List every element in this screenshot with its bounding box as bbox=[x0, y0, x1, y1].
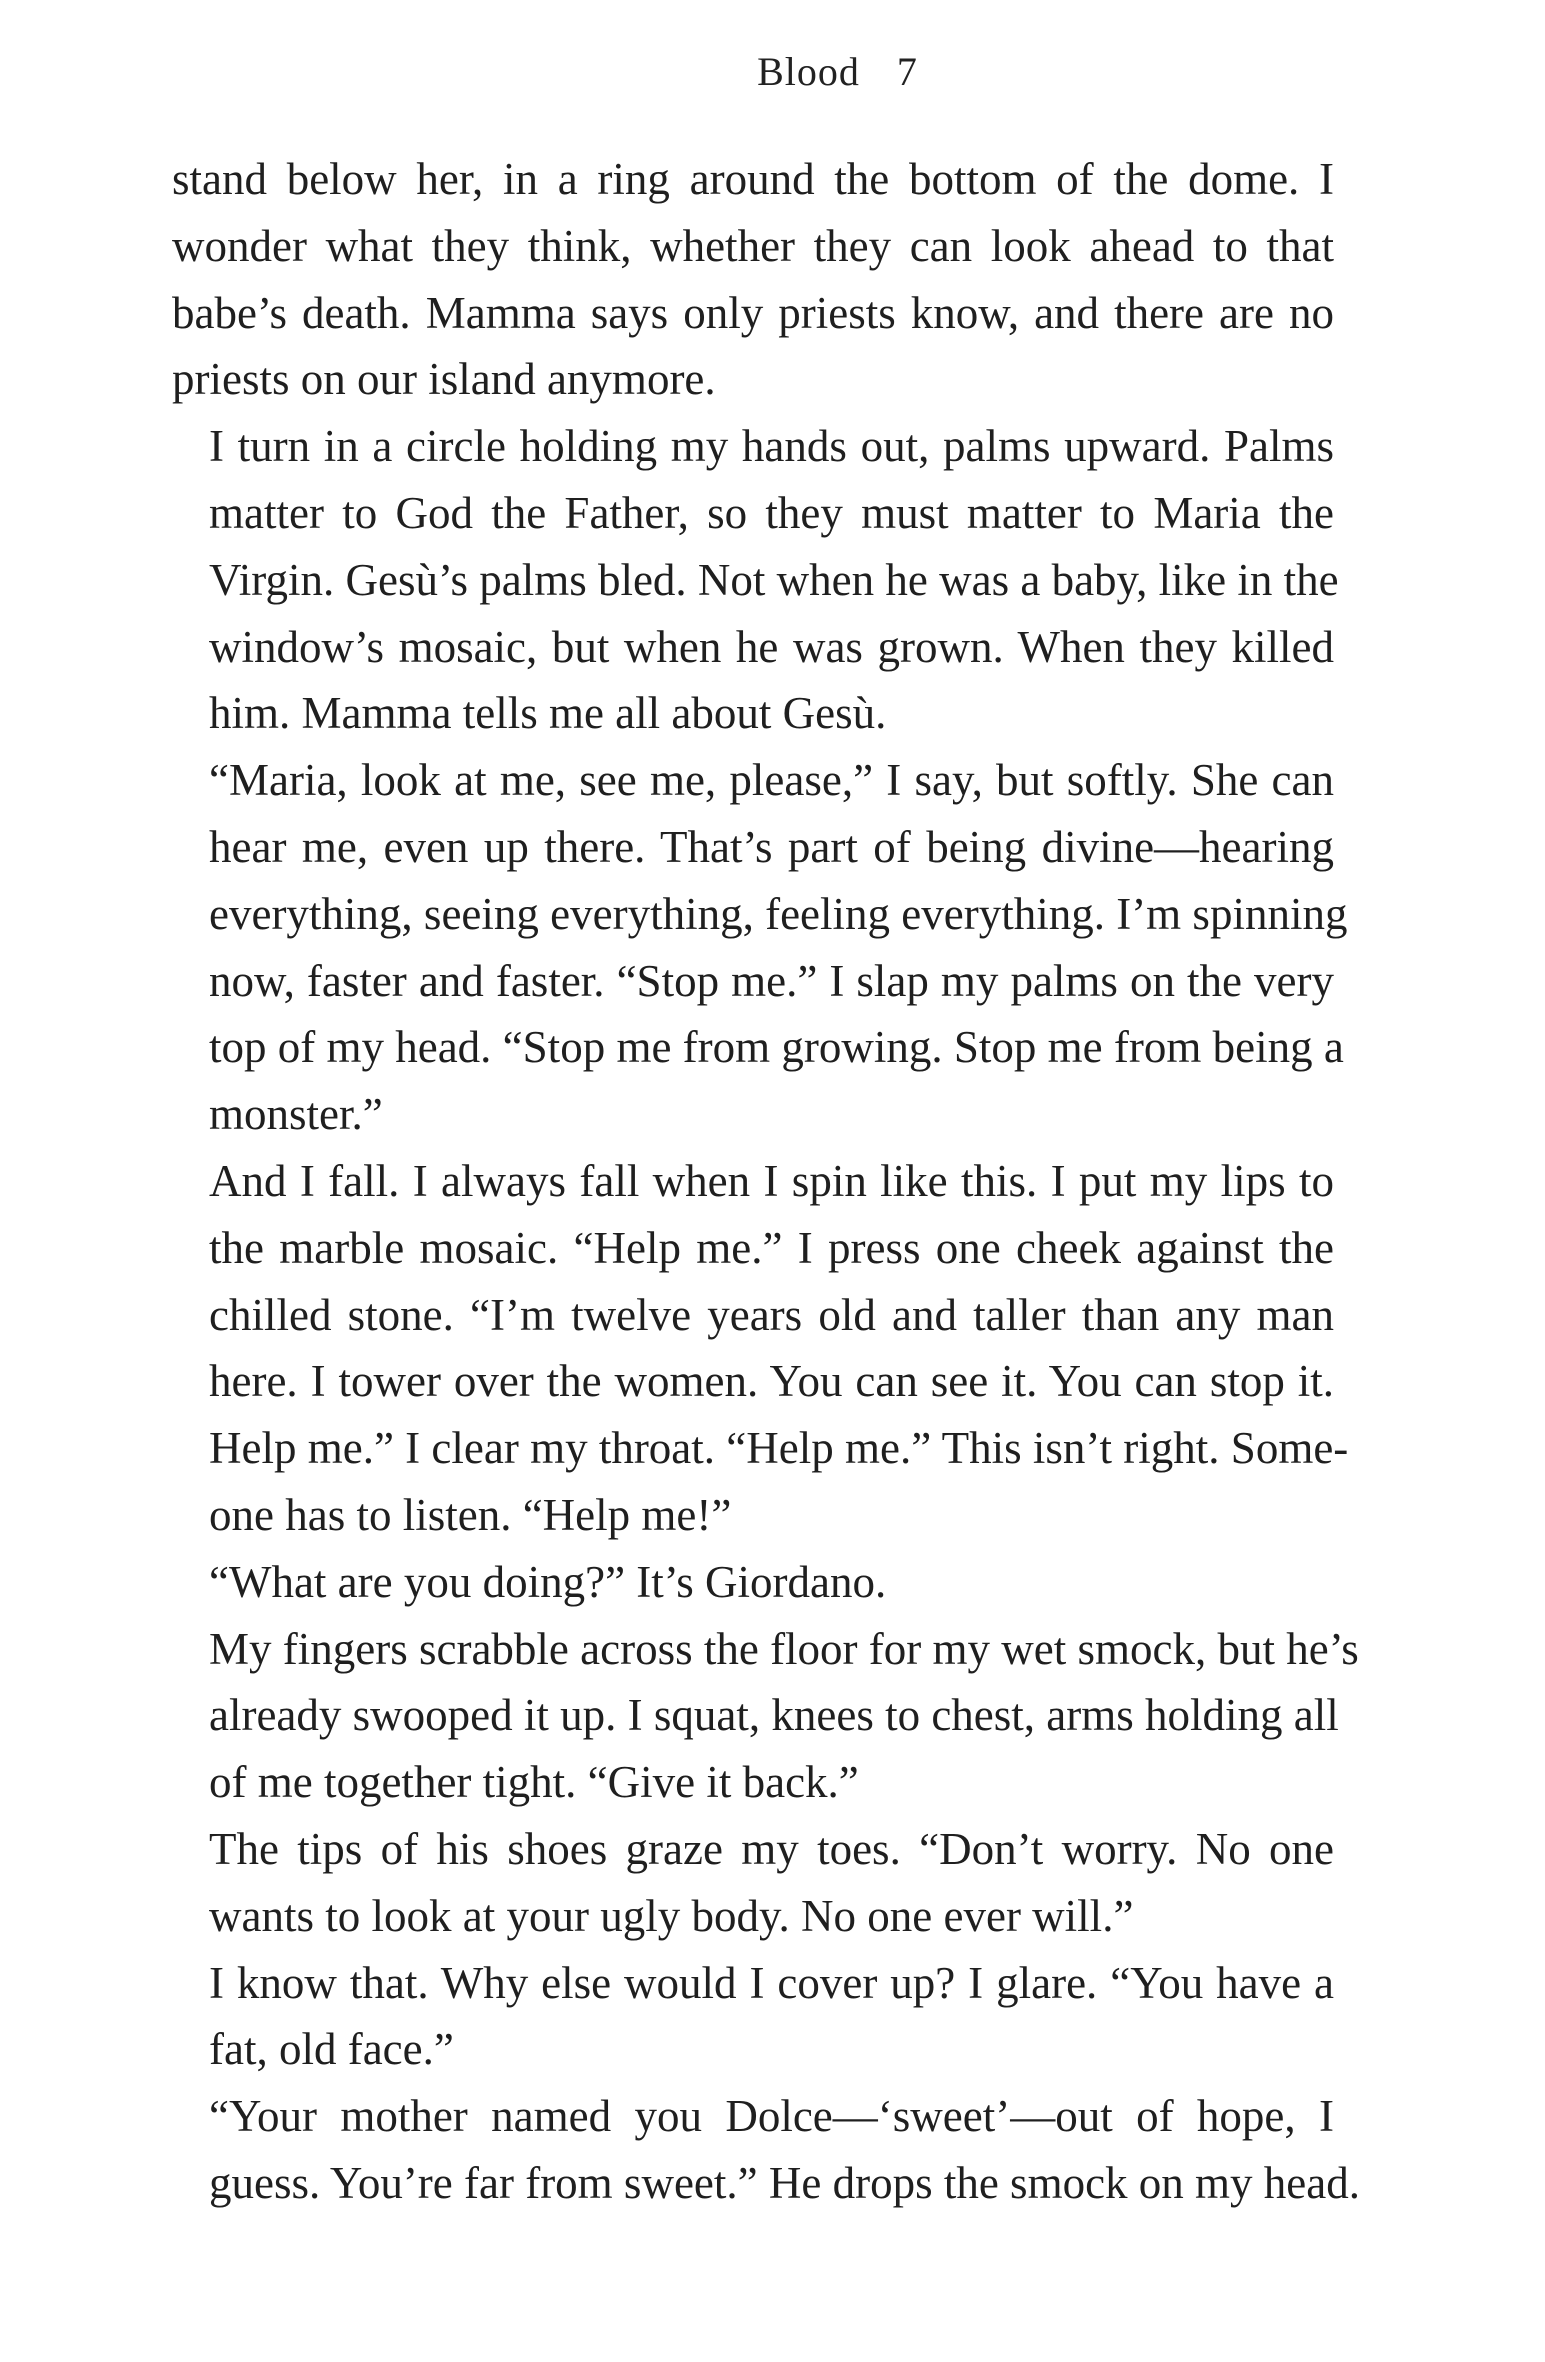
text-line: Virgin. Gesù’s palms bled. Not when he was a baby, like in the bbox=[209, 554, 1339, 605]
text-line: wonder what they think, whether they can look ahead to that bbox=[172, 220, 1334, 271]
text-line: I turn in a circle holding my hands out, palms upward. Palms bbox=[209, 421, 1334, 472]
paragraph bbox=[172, 146, 1334, 413]
text-line: one has to listen. “Help me!” bbox=[209, 1489, 732, 1540]
chapter-title: Blood bbox=[757, 49, 860, 94]
text-line: monster.” bbox=[209, 1089, 383, 1140]
text-line: priests on our island anymore. bbox=[172, 354, 716, 405]
text-line: already swooped it up. I squat, knees to chest, arms holding all bbox=[209, 1690, 1339, 1741]
text-line: hear me, even up there. That’s part of being divine—hearing bbox=[209, 821, 1334, 872]
text-line: “Your mother named you Dolce—‘sweet’—out of hope, I bbox=[209, 2091, 1334, 2142]
text-line: My fingers scrabble across the floor for my wet smock, but he’s bbox=[209, 1623, 1359, 1674]
text-line: chilled stone. “I’m twelve years old and taller than any man bbox=[209, 1289, 1334, 1340]
text-line: “What are you doing?” It’s Giordano. bbox=[209, 1556, 887, 1607]
text-line: guess. You’re far from sweet.” He drops the smock on my head. bbox=[209, 2157, 1360, 2208]
text-line: matter to God the Father, so they must matter to Maria the bbox=[209, 487, 1334, 538]
text-line: The tips of his shoes graze my toes. “Don’t worry. No one bbox=[209, 1823, 1334, 1874]
running-head bbox=[0, 48, 1545, 95]
text-line: window’s mosaic, but when he was grown. When they killed bbox=[209, 621, 1334, 672]
text-line: the marble mosaic. “Help me.” I press one cheek against the bbox=[209, 1222, 1334, 1273]
text-line: babe’s death. Mamma says only priests know, and there are no bbox=[172, 287, 1334, 338]
text-line: stand below her, in a ring around the bottom of the dome. I bbox=[172, 154, 1334, 204]
text-line: Help me.” I clear my throat. “Help me.” This isn’t right. Some- bbox=[209, 1423, 1349, 1474]
paragraph bbox=[172, 1816, 1334, 1950]
text-line: I know that. Why else would I cover up? I glare. “You have a bbox=[209, 1957, 1334, 2008]
paragraph bbox=[172, 2083, 1360, 2217]
text-line: him. Mamma tells me all about Gesù. bbox=[209, 688, 887, 739]
paragraph bbox=[172, 1549, 1334, 1616]
paragraph bbox=[172, 1616, 1359, 1816]
paragraph bbox=[172, 747, 1348, 1148]
paragraph bbox=[172, 1148, 1349, 1549]
text-line: And I fall. I always fall when I spin like this. I put my lips to bbox=[209, 1155, 1334, 1206]
text-line: now, faster and faster. “Stop me.” I slap my palms on the very bbox=[209, 955, 1334, 1006]
paragraph bbox=[172, 413, 1339, 747]
text-line: fat, old face.” bbox=[209, 2024, 454, 2075]
page-number: 7 bbox=[896, 49, 918, 94]
text-line: wants to look at your ugly body. No one ever will.” bbox=[209, 1890, 1134, 1941]
text-line: of me together tight. “Give it back.” bbox=[209, 1757, 859, 1808]
text-line: everything, seeing everything, feeling everything. I’m spinning bbox=[209, 888, 1348, 939]
text-line: “Maria, look at me, see me, please,” I say, but softly. She can bbox=[209, 755, 1334, 806]
text-line: top of my head. “Stop me from growing. Stop me from being a bbox=[209, 1022, 1344, 1073]
text-line: here. I tower over the women. You can see it. You can stop it. bbox=[209, 1356, 1334, 1407]
body-text bbox=[172, 146, 1360, 2217]
paragraph bbox=[172, 1950, 1334, 2084]
